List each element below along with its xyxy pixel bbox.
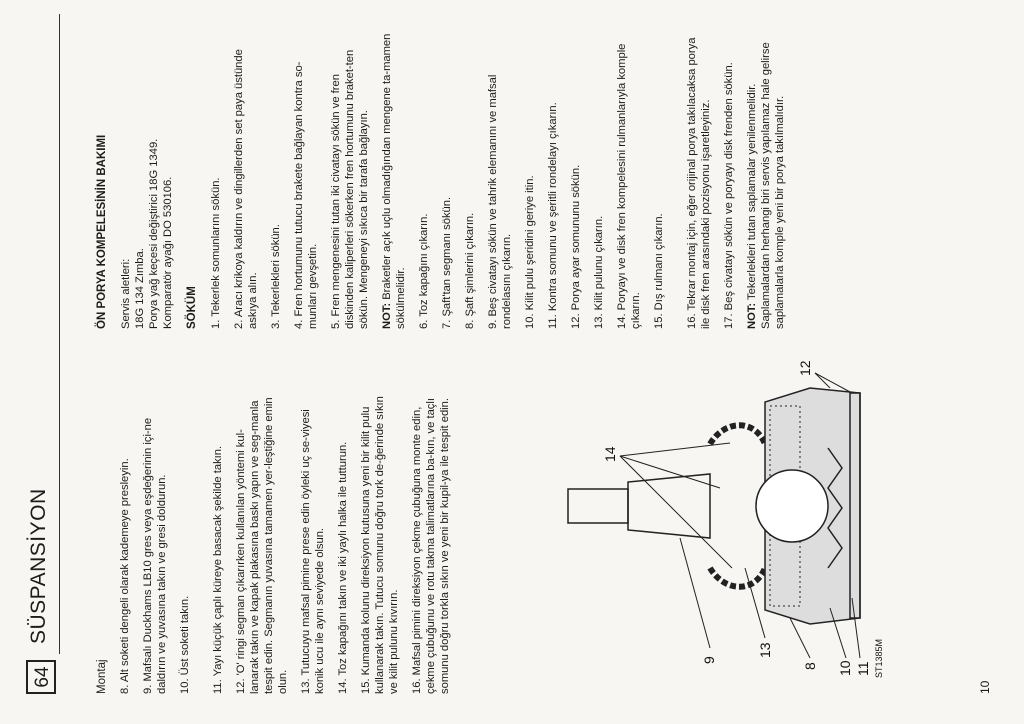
page-number: 64 bbox=[26, 660, 56, 694]
hub-assembly-diagram bbox=[560, 343, 885, 688]
left-item: 15. Kumanda kolunu direksiyon kutusuna yeni bir kilit pulu kullanarak takın. Tutucu somunu doğru tork de-ğerinde sıkın ve kilit pulunu kıvırın. bbox=[360, 396, 400, 694]
chapter-title: SÜSPANSİYON bbox=[27, 488, 50, 644]
step-item: 5. Fren mengenesini tutan iki civatayı sökün ve fren diskinden kaliperleri sökerken fren hortumunu braket-ten sökün. Mengeneyi sıkıca bir tarafa bağlayın. bbox=[330, 49, 370, 329]
step-item: 1. Tekerlek somunlarını sökün. bbox=[210, 177, 222, 329]
note-2-text: Tekerlekleri tutan saplamalar yenilenmelidir. Saplamalardan herhangi biri servis yapılamaz hale gelirse saplamalarla komple yeni bir porya takılmalıdır. bbox=[746, 42, 786, 329]
label-8: 8 bbox=[802, 662, 818, 670]
left-item: 8. Alt soketi dengeli olarak kademeye presleyin. bbox=[119, 458, 131, 694]
step-item: 3. Tekerlekleri sökün. bbox=[270, 224, 282, 329]
left-item: 12. 'O' ringi segman çıkarırken kullanılan yöntemi kul-lanarak takın ve kapak plakasına baskı yapın ve seg-manla tespit edin. Segmanın yuvasına tamamen yer-leştiğine emin olun. bbox=[235, 397, 289, 694]
step-item: 14. Poryayı ve disk fren kompelesini rulmanlarıyla komple çıkarın. bbox=[616, 43, 642, 329]
left-item: 16. Mafsal pimini direksiyon çekme çubuğuna monte edin, çekme çubuğunu ve rotu takma talimatlarına ba-kın, ve taçlı somunu doğru torkla sıkın ve yeni bir kupil-ya ile tespit edin. bbox=[411, 398, 451, 694]
note-1 bbox=[380, 29, 408, 329]
label-9: 9 bbox=[701, 656, 717, 664]
header-rule bbox=[59, 14, 60, 654]
tools-heading: Servis aletleri: bbox=[120, 258, 132, 329]
step-item: 9. Beş civatayı sökün ve tahrik elemanını ve mafsal rondelasını çıkarın. bbox=[487, 74, 513, 329]
step-item: 2. Aracı krikoya kaldırın ve dingillerden set paya üstünde askıya alın. bbox=[233, 49, 259, 329]
note-1-label: NOT: bbox=[381, 302, 393, 329]
left-item: 9. Mafsalı Duckhams LB10 gres veya eşdeğerinin içi-ne daldırın ve yuvasına takın ve gresi doldurun. bbox=[142, 417, 168, 694]
removal-heading: SÖKÜM bbox=[186, 286, 198, 329]
left-item: 11. Yayı küçük çaplı küreye basacak şekilde takın. bbox=[212, 445, 224, 694]
step-item: 8. Şaft şimlerini çıkarın. bbox=[464, 212, 476, 329]
note-2 bbox=[745, 29, 787, 329]
step-item: 16. Tekrar montaj için, eğer orijinal porya takılacaksa porya ile disk fren arasındaki pozisyonu işaretleyiniz. bbox=[686, 37, 712, 329]
step-item: 4. Fren hortumunu tutucu brakete bağlayan kontra so-munları gevşetin. bbox=[293, 61, 319, 329]
left-item: 10. Üst soketi takın. bbox=[179, 595, 191, 694]
step-item: 12. Porya ayar somununu sökün. bbox=[570, 164, 582, 329]
tool-item: Komparatör ayağı DO 530106. bbox=[162, 176, 174, 329]
label-10: 10 bbox=[837, 660, 853, 676]
note-1-text: Braketler açık uçlu olmadığından mengene ta-mamen sökülmelidir. bbox=[381, 33, 407, 329]
label-11: 11 bbox=[855, 661, 871, 676]
left-item: 13. Tutucuyu mafsal pimine prese edin öyleki uç se-viyesi konik ucu ile aynı seviyede olsun. bbox=[300, 409, 326, 694]
section-heading-montaj: Montaj bbox=[96, 659, 108, 694]
page-footer: 10 bbox=[978, 680, 992, 694]
step-item: 17. Beş civatayı sökün ve poryayı disk frenden sökün. bbox=[723, 62, 735, 329]
step-item: 7. Şaft'tan segmanı sökün. bbox=[441, 196, 453, 329]
tool-item: Porya yağ keçesi değiştirici 18G 1349. bbox=[148, 138, 160, 329]
note-2-label: NOT: bbox=[746, 302, 758, 329]
step-item: 6. Toz kapağını çıkarın. bbox=[418, 213, 430, 329]
figure-code: ST1385M bbox=[874, 638, 884, 678]
ball-joint bbox=[756, 470, 828, 542]
label-13: 13 bbox=[757, 642, 773, 658]
label-14: 14 bbox=[602, 446, 618, 462]
shaft-end bbox=[568, 489, 628, 523]
step-item: 13. Kilit pulunu çıkarın. bbox=[593, 215, 605, 329]
step-item: 10. Kilit pulu şeridini geriye itin. bbox=[524, 175, 536, 329]
right-column bbox=[95, 29, 796, 329]
page-header bbox=[26, 14, 66, 694]
label-12: 12 bbox=[797, 360, 813, 376]
tool-item: 18G 134 Zımba. bbox=[134, 248, 146, 329]
step-item: 11. Kontra somunu ve şeritli rondelayı çıkarın. bbox=[547, 102, 559, 329]
left-column bbox=[95, 394, 461, 694]
section-title: ÖN PORYA KOMPELESİNİN BAKIMI bbox=[96, 134, 108, 329]
tapered-pin bbox=[628, 474, 710, 538]
step-item: 15. Dış rulmanı çıkarın. bbox=[653, 213, 665, 329]
left-item: 14. Toz kapağını takın ve iki yaylı halka ile tutturun. bbox=[337, 441, 349, 694]
